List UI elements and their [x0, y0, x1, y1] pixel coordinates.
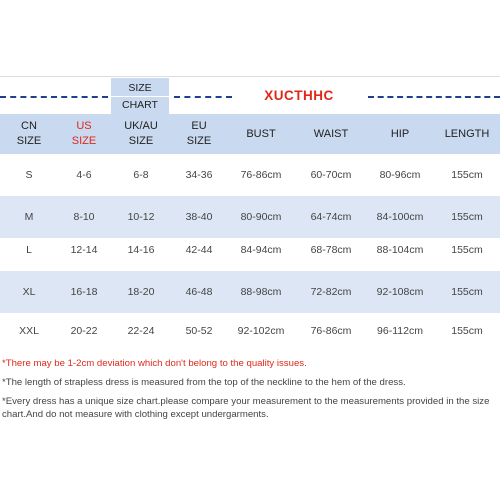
table-cell: 155cm — [451, 169, 483, 181]
table-cell: 88-104cm — [376, 244, 424, 256]
table-cell: 76-86cm — [310, 325, 352, 337]
table-row — [0, 271, 500, 313]
table-cell: 88-98cm — [240, 286, 282, 298]
table-cell: 16-18 — [70, 286, 98, 298]
column-header-hip — [366, 114, 434, 154]
table-cell: 50-52 — [185, 325, 213, 337]
dashed-divider-right — [368, 96, 500, 98]
brand-name: XUCTHHC — [264, 88, 334, 103]
size-notes — [2, 357, 496, 427]
table-row — [0, 154, 500, 196]
table-cell: 76-86cm — [240, 169, 282, 181]
table-cell: 155cm — [451, 244, 483, 256]
table-cell: XXL — [19, 325, 39, 337]
column-header-line2: SIZE — [128, 135, 154, 147]
table-row — [0, 229, 500, 271]
table-cell: 20-22 — [70, 325, 98, 337]
column-header-eu-size — [172, 114, 226, 154]
table-cell: 22-24 — [127, 325, 155, 337]
column-header-uk-au-size — [110, 114, 172, 154]
column-header-line1: US — [76, 120, 92, 132]
table-cell: 155cm — [451, 211, 483, 223]
title-line-1: SIZE — [128, 81, 152, 94]
table-cell: 155cm — [451, 286, 483, 298]
title-line-2: CHART — [111, 96, 169, 113]
note-length-measurement: *The length of strapless dress is measured from the top of the neckline to the hem of the dress. — [2, 377, 406, 388]
note-unique-size-chart: *Every dress has a unique size chart.please compare your measurement to the measurements provided in the size chart.And do not measure with clothing except undergarments. — [2, 396, 490, 420]
table-cell: 84-94cm — [240, 244, 282, 256]
table-cell: 84-100cm — [376, 211, 424, 223]
dashed-divider-middle — [174, 96, 232, 98]
column-header-line1: EU — [191, 120, 207, 132]
table-cell: 12-14 — [70, 244, 98, 256]
table-cell: M — [24, 211, 34, 223]
table-cell: 42-44 — [185, 244, 213, 256]
table-cell: L — [26, 244, 32, 256]
column-header-line2: SIZE — [16, 135, 42, 147]
table-cell: 68-78cm — [310, 244, 352, 256]
table-header — [0, 114, 500, 154]
column-header-line1: LENGTH — [444, 127, 490, 140]
table-cell: 155cm — [451, 325, 483, 337]
table-cell: 80-96cm — [379, 169, 421, 181]
table-cell: 34-36 — [185, 169, 213, 181]
column-header-line2: SIZE — [186, 135, 212, 147]
top-rule — [0, 76, 500, 77]
table-cell: 4-6 — [76, 169, 92, 181]
table-cell: 96-112cm — [377, 325, 423, 337]
table-cell: 46-48 — [185, 286, 213, 298]
column-header-length — [434, 114, 500, 154]
column-header-waist — [296, 114, 366, 154]
note-deviation: *There may be 1-2cm deviation which don't belong to the quality issues. — [2, 358, 307, 369]
size-chart-title — [111, 78, 169, 114]
table-cell: 14-16 — [127, 244, 155, 256]
table-cell: 60-70cm — [310, 169, 352, 181]
table-cell: S — [25, 169, 33, 181]
dashed-divider-left — [0, 96, 108, 98]
table-cell: 92-108cm — [376, 286, 424, 298]
table-cell: 6-8 — [133, 169, 149, 181]
column-header-cn-size — [0, 114, 58, 154]
table-cell: 8-10 — [73, 211, 95, 223]
column-header-line2: SIZE — [71, 135, 97, 147]
table-cell: 92-102cm — [237, 325, 285, 337]
column-header-bust — [226, 114, 296, 154]
table-cell: XL — [22, 286, 36, 298]
table-cell: 18-20 — [127, 286, 155, 298]
table-cell: 38-40 — [185, 211, 213, 223]
column-header-line1: HIP — [390, 127, 410, 140]
column-header-line1: UK/AU — [124, 120, 158, 132]
table-cell: 72-82cm — [310, 286, 352, 298]
table-cell: 80-90cm — [240, 211, 282, 223]
column-header-line1: CN — [21, 120, 37, 132]
table-cell: 64-74cm — [310, 211, 352, 223]
table-cell: 10-12 — [127, 211, 155, 223]
table-row — [0, 310, 500, 352]
column-header-line1: BUST — [246, 127, 276, 140]
column-header-line1: WAIST — [313, 127, 349, 140]
column-header-us-size — [58, 114, 110, 154]
